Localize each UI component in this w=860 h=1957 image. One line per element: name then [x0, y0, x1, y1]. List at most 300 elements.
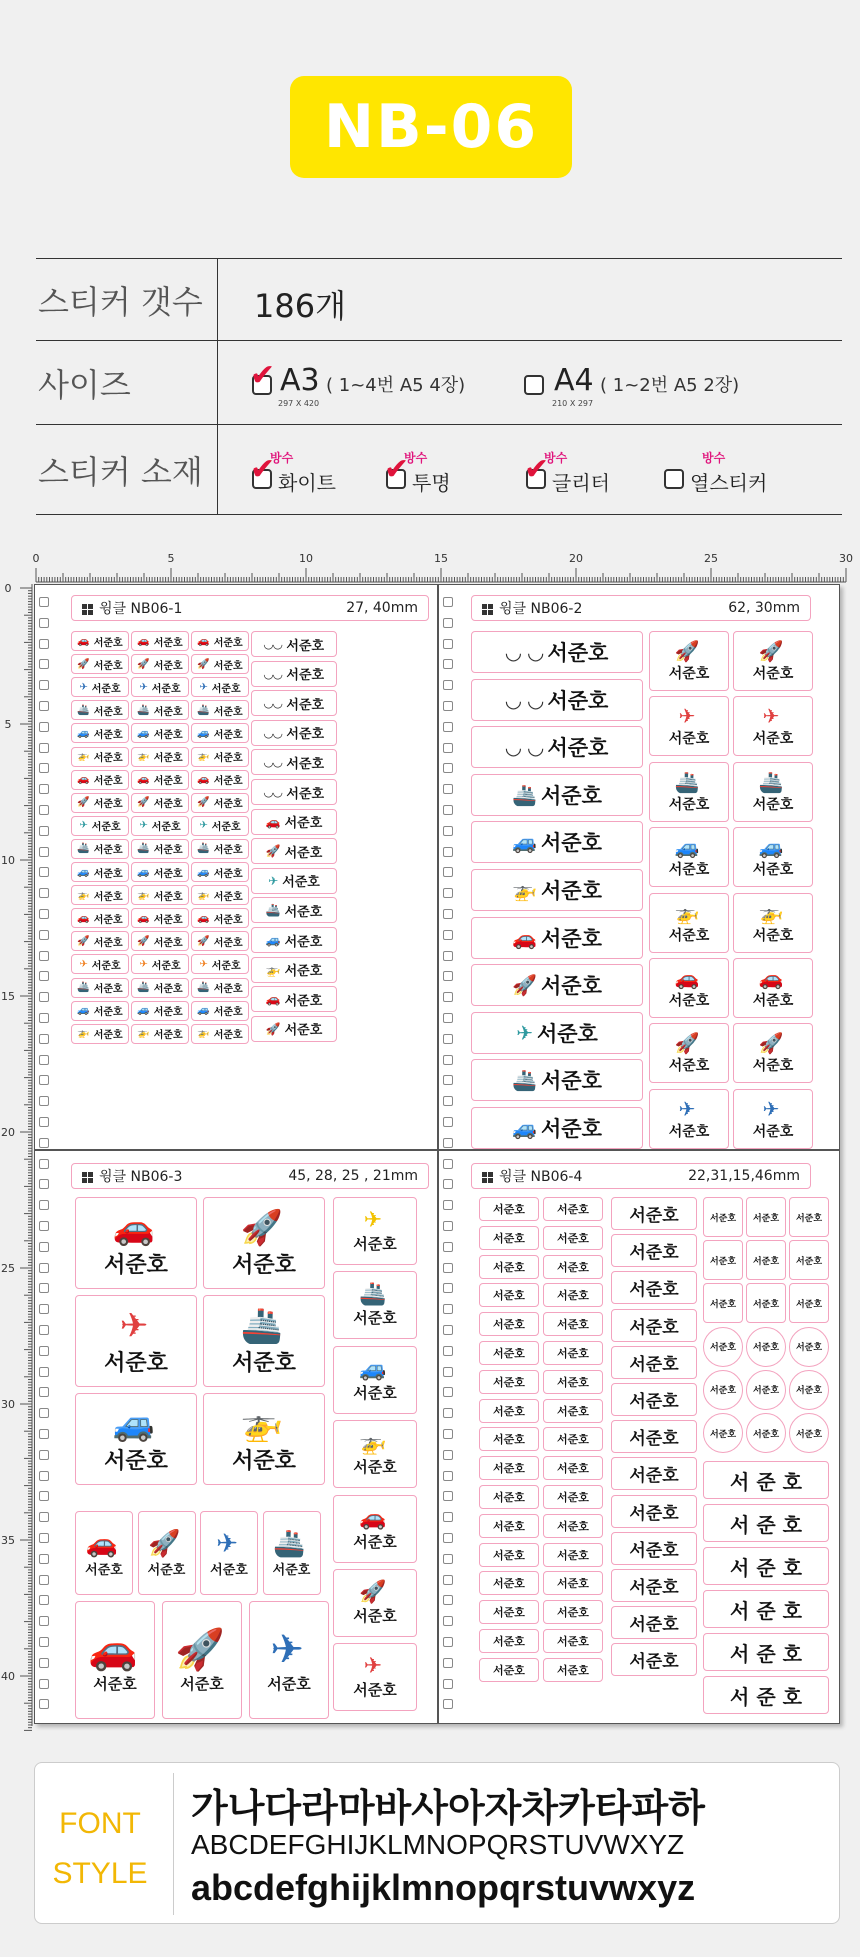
- name-sticker: [131, 978, 189, 998]
- vehicle-icon: 🚁: [197, 889, 210, 901]
- sticker-name-text: 서준호: [493, 1203, 525, 1216]
- waterproof-tag: 방수: [270, 451, 294, 465]
- sticker-name-text: 서준호: [668, 1058, 710, 1075]
- name-sticker: [543, 1283, 603, 1307]
- name-sticker: [75, 1197, 197, 1289]
- name-sticker: [333, 1569, 417, 1637]
- name-sticker: [131, 654, 189, 674]
- vehicle-icon: 🚗: [88, 1627, 138, 1673]
- vehicle-icon: 🚗: [197, 912, 210, 924]
- punch-hole: [39, 1512, 49, 1522]
- sticker-name-text: 서 준 호: [730, 1684, 802, 1709]
- punch-hole: [39, 1221, 49, 1231]
- punch-hole: [39, 1013, 49, 1023]
- name-sticker: [479, 1485, 539, 1509]
- sheet-size-2: 62, 30mm: [728, 600, 800, 616]
- vehicle-icon: 🚀: [265, 844, 281, 859]
- name-sticker: [479, 1514, 539, 1538]
- sticker-name-text: 서준호: [752, 731, 794, 748]
- sticker-name-text: 서준호: [752, 1429, 780, 1440]
- size-a3-dimension: 297 X 420: [278, 399, 320, 408]
- sticker-name-text: 서준호: [541, 783, 602, 808]
- sticker-name-text: 서준호: [536, 1021, 598, 1046]
- material-label: 스티커 소재: [36, 425, 218, 514]
- sticker-name-text: 서준호: [93, 845, 123, 857]
- name-sticker: [746, 1413, 786, 1453]
- vehicle-icon: ✈: [762, 704, 780, 729]
- name-sticker: [649, 696, 729, 756]
- sticker-name-text: 서준호: [557, 1663, 589, 1677]
- sticker-name-text: 서준호: [795, 1213, 823, 1224]
- vehicle-icon: 🚢: [137, 843, 150, 855]
- ruler-top-tick: 15: [434, 552, 448, 565]
- sticker-name-text: 서준호: [709, 1213, 737, 1224]
- sticker-name-text: 서준호: [93, 776, 123, 788]
- ruler-left-tick: 40: [1, 1670, 15, 1683]
- sticker-name-text: 서준호: [211, 960, 241, 972]
- name-sticker: [649, 958, 729, 1018]
- name-sticker: [131, 677, 189, 697]
- name-sticker: [191, 793, 249, 813]
- vehicle-icon: 🚙: [758, 835, 784, 860]
- sheet-header-3: [71, 1163, 429, 1189]
- sticker-name-text: 서준호: [557, 1260, 589, 1274]
- sticker-name-text: 서준호: [153, 637, 183, 649]
- sticker-name-text: 서준호: [629, 1578, 679, 1598]
- sticker-name-text: 서준호: [709, 1256, 737, 1267]
- sticker-name-text: 서준호: [795, 1343, 823, 1354]
- name-sticker: [131, 862, 189, 882]
- vehicle-icon: 🚢: [758, 769, 784, 794]
- sticker-name-text: 서준호: [629, 1392, 679, 1412]
- name-sticker: [611, 1271, 697, 1304]
- punch-hole: [39, 805, 49, 815]
- name-sticker: [191, 908, 249, 928]
- vehicle-icon: 🚀: [197, 797, 210, 809]
- vehicle-icon: 🚀: [197, 658, 210, 670]
- name-sticker: [543, 1514, 603, 1538]
- sticker-name-text: 서준호: [286, 727, 325, 743]
- sticker-name-text: 서준호: [493, 1318, 525, 1332]
- punch-hole: [443, 763, 453, 773]
- punch-hole: [39, 618, 49, 628]
- punch-hole: [39, 597, 49, 607]
- vehicle-icon: 🚗: [359, 1505, 387, 1531]
- vehicle-icon: 🚁: [758, 900, 784, 925]
- vehicle-icon: 🚁: [240, 1403, 284, 1444]
- punch-hole: [39, 639, 49, 649]
- vehicle-icon: ◡ ◡: [505, 687, 544, 712]
- vehicle-icon: ◡ ◡: [505, 640, 544, 664]
- name-sticker: [191, 654, 249, 674]
- vehicle-icon: 🚙: [77, 1005, 90, 1017]
- sticker-name-text: 서준호: [541, 1069, 602, 1094]
- vehicle-icon: 🚢: [197, 704, 210, 716]
- sticker-name-text: 서준호: [93, 799, 123, 811]
- vehicle-icon: ✈: [139, 820, 148, 832]
- sticker-name-text: 서준호: [493, 1663, 525, 1677]
- name-sticker: [703, 1461, 829, 1499]
- ruler-top-tick: 5: [167, 552, 175, 565]
- sticker-name-text: 서준호: [752, 796, 794, 813]
- sticker-name-text: 서준호: [213, 891, 243, 903]
- punch-hole: [39, 1387, 49, 1397]
- name-sticker: [479, 1456, 539, 1480]
- sticker-name-text: 서준호: [752, 1058, 794, 1075]
- name-sticker: [251, 927, 337, 953]
- name-sticker: [191, 885, 249, 905]
- name-sticker: [191, 700, 249, 720]
- sticker-name-text: 서준호: [93, 637, 123, 649]
- name-sticker: [191, 1024, 249, 1044]
- name-sticker: [611, 1346, 697, 1379]
- name-sticker: [543, 1312, 603, 1336]
- name-sticker: [71, 770, 129, 790]
- check-mark-icon: ✔: [384, 452, 410, 487]
- punch-hole: [39, 1159, 49, 1169]
- vehicle-icon: 🚁: [137, 751, 150, 762]
- sticker-name-text: 서준호: [272, 1562, 311, 1578]
- sticker-name-text: 서준호: [557, 1635, 589, 1648]
- punch-hole: [443, 1595, 453, 1605]
- sticker-name-text: 서준호: [153, 799, 183, 811]
- name-sticker: [333, 1346, 417, 1414]
- vehicle-icon: 🚗: [758, 966, 784, 990]
- vehicle-icon: ◡◡: [263, 666, 283, 681]
- size-a4-note: ( 1~2번 A5 2장): [600, 375, 740, 396]
- punch-hole: [443, 1533, 453, 1543]
- vehicle-icon: 🚗: [197, 635, 210, 647]
- sticker-name-text: 서준호: [629, 1615, 679, 1636]
- punch-hole: [443, 743, 453, 753]
- vehicle-icon: 🚗: [512, 925, 538, 950]
- sticker-name-text: 서준호: [493, 1548, 525, 1562]
- punch-hole: [443, 1221, 453, 1231]
- name-sticker: [71, 631, 129, 651]
- vehicle-icon: 🚢: [512, 782, 538, 807]
- punch-hole: [443, 1013, 453, 1023]
- sticker-name-text: 서준호: [557, 1203, 589, 1216]
- sheet-size-3: 45, 28, 25 , 21mm: [288, 1168, 418, 1184]
- name-sticker: [649, 631, 729, 691]
- sticker-name-text: 서준호: [557, 1577, 589, 1591]
- name-sticker: [251, 779, 337, 805]
- sticker-name-text: 서준호: [541, 879, 602, 903]
- name-sticker: [191, 723, 249, 743]
- punch-hole: [443, 1325, 453, 1335]
- punch-hole: [39, 992, 49, 1002]
- vehicle-icon: 🚢: [240, 1305, 284, 1346]
- vehicle-icon: ◡◡: [263, 785, 283, 799]
- sticker-name-text: 서준호: [353, 1532, 397, 1551]
- sticker-name-text: 서준호: [153, 776, 183, 788]
- sticker-name-text: 서준호: [629, 1354, 679, 1375]
- name-sticker: [71, 1001, 129, 1021]
- name-sticker: [251, 690, 337, 716]
- punch-hole: [443, 1408, 453, 1418]
- vehicle-icon: 🚙: [197, 727, 210, 739]
- vehicle-icon: 🚗: [137, 635, 150, 647]
- name-sticker: [611, 1495, 697, 1528]
- sticker-name-text: 서준호: [284, 845, 323, 861]
- vehicle-icon: 🚙: [197, 866, 210, 878]
- punch-hole: [443, 1283, 453, 1293]
- vehicle-icon: 🚗: [112, 1207, 156, 1248]
- name-sticker: [746, 1240, 786, 1280]
- sticker-name-text: 서준호: [153, 868, 183, 880]
- vehicle-icon: 🚁: [197, 751, 210, 762]
- name-sticker: [649, 893, 729, 953]
- name-sticker: [703, 1633, 829, 1671]
- size-a3-note: ( 1~4번 A5 4장): [326, 375, 466, 396]
- name-sticker: [733, 958, 813, 1018]
- punch-hole: [39, 784, 49, 794]
- spec-row-size: [36, 341, 842, 425]
- sticker-name-text: 서준호: [232, 1252, 296, 1278]
- name-sticker: [333, 1420, 417, 1488]
- punch-hole: [39, 1450, 49, 1460]
- sticker-name-text: 서준호: [493, 1404, 525, 1418]
- sticker-name-text: 서준호: [213, 637, 243, 649]
- sheet-title-3: 윙클 NB06-3: [99, 1169, 183, 1185]
- name-sticker: [191, 677, 249, 697]
- name-sticker: [746, 1283, 786, 1323]
- punch-hole: [443, 639, 453, 649]
- name-sticker: [543, 1341, 603, 1365]
- ruler-left-tick: 25: [1, 1262, 15, 1275]
- name-sticker: [71, 908, 129, 928]
- vehicle-icon: 🚁: [137, 1028, 150, 1040]
- vehicle-icon: ✈: [79, 820, 88, 832]
- name-sticker: [471, 774, 643, 816]
- sticker-name-text: 서준호: [213, 1030, 243, 1042]
- sticker-name-text: 서준호: [93, 868, 123, 880]
- sticker-name-text: 서준호: [668, 862, 710, 879]
- name-sticker: [71, 747, 129, 767]
- punch-hole: [443, 1512, 453, 1522]
- vehicle-icon: 🚀: [77, 935, 90, 947]
- sticker-name-text: 서준호: [668, 666, 710, 682]
- sticker-name-text: 서준호: [104, 1350, 168, 1376]
- name-sticker: [203, 1295, 325, 1387]
- punch-hole: [443, 722, 453, 732]
- sticker-name-text: 서준호: [151, 822, 181, 834]
- sticker-name-text: 서준호: [153, 891, 183, 903]
- sticker-name-text: 서준호: [557, 1606, 589, 1620]
- name-sticker: [789, 1197, 829, 1237]
- sticker-name-text: 서준호: [557, 1375, 589, 1389]
- name-sticker: [471, 869, 643, 911]
- sticker-name-text: 서준호: [752, 1123, 794, 1140]
- punch-hole: [39, 1325, 49, 1335]
- sticker-name-text: 서준호: [557, 1318, 589, 1332]
- sheet-size-4: 22,31,15,46mm: [688, 1168, 800, 1184]
- punch-hole: [443, 784, 453, 794]
- sticker-name-text: 서준호: [752, 666, 794, 682]
- vehicle-icon: 🚁: [77, 1028, 90, 1040]
- sticker-name-text: 서준호: [709, 1386, 737, 1397]
- sheet-title-2: 윙클 NB06-2: [499, 601, 583, 617]
- name-sticker: [200, 1511, 258, 1595]
- name-sticker: [71, 1024, 129, 1044]
- punch-hole: [443, 1450, 453, 1460]
- sticker-name-text: 서준호: [353, 1681, 397, 1700]
- waterproof-tag: 방수: [544, 451, 568, 465]
- ruler-left-tick: 0: [4, 582, 12, 595]
- name-sticker: [251, 809, 337, 835]
- sticker-name-text: 서준호: [353, 1383, 397, 1402]
- grid-icon: [482, 1172, 493, 1183]
- name-sticker: [543, 1658, 603, 1682]
- name-sticker: [191, 770, 249, 790]
- vehicle-icon: ✈: [363, 1208, 383, 1233]
- punch-hole: [443, 1616, 453, 1626]
- sticker-name-text: 서준호: [93, 891, 123, 903]
- sticker-name-text: 서준호: [284, 904, 323, 920]
- waterproof-tag: 방수: [404, 451, 428, 465]
- name-sticker: [543, 1600, 603, 1624]
- sticker-name-text: 서준호: [493, 1260, 525, 1274]
- name-sticker: [131, 816, 189, 836]
- sticker-name-text: 서준호: [557, 1519, 589, 1533]
- name-sticker: [543, 1571, 603, 1595]
- ruler-left: [0, 576, 34, 1736]
- name-sticker: [703, 1197, 743, 1237]
- name-sticker: [131, 1001, 189, 1021]
- punch-hole: [39, 1117, 49, 1127]
- sticker-name-text: 서준호: [557, 1433, 589, 1447]
- sticker-name-text: 서준호: [153, 1007, 183, 1019]
- name-sticker: [479, 1283, 539, 1307]
- vehicle-icon: 🚙: [137, 1005, 150, 1017]
- sticker-name-text: 서준호: [629, 1206, 679, 1226]
- vehicle-icon: 🚙: [265, 933, 281, 947]
- name-sticker: [333, 1495, 417, 1563]
- punch-hole: [39, 847, 49, 857]
- name-sticker: [479, 1427, 539, 1451]
- name-sticker: [703, 1283, 743, 1323]
- name-sticker: [471, 917, 643, 959]
- grid-icon: [82, 1172, 93, 1183]
- punch-hole: [39, 1575, 49, 1585]
- sticker-name-text: 서 준 호: [730, 1598, 802, 1623]
- sticker-name-text: 서준호: [493, 1606, 525, 1620]
- name-sticker: [649, 827, 729, 887]
- name-sticker: [703, 1504, 829, 1542]
- vehicle-icon: 🚗: [674, 966, 700, 990]
- ruler-left-tick: 10: [1, 854, 15, 867]
- sticker-name-text: 서준호: [752, 1256, 780, 1267]
- name-sticker: [543, 1629, 603, 1653]
- name-sticker: [131, 631, 189, 651]
- sticker-name-text: 서준호: [547, 641, 609, 665]
- punch-hole: [443, 1159, 453, 1169]
- name-sticker: [191, 862, 249, 882]
- sticker-name-text: 서준호: [286, 756, 325, 772]
- sticker-name-text: 서준호: [85, 1562, 123, 1578]
- name-sticker: [479, 1226, 539, 1250]
- sheet-title-4: 윙클 NB06-4: [499, 1169, 583, 1185]
- vehicle-icon: 🚀: [77, 658, 90, 670]
- name-sticker: [543, 1543, 603, 1567]
- sticker-name-text: 서준호: [557, 1491, 589, 1504]
- sticker-name-text: 서준호: [91, 960, 121, 972]
- name-sticker: [203, 1197, 325, 1289]
- vehicle-icon: 🚙: [512, 1116, 538, 1140]
- name-sticker: [543, 1255, 603, 1279]
- punch-hole: [39, 909, 49, 919]
- punch-hole: [443, 1658, 453, 1668]
- punch-hole: [443, 1554, 453, 1564]
- name-sticker: [131, 885, 189, 905]
- name-sticker: [479, 1600, 539, 1624]
- punch-hole: [39, 1179, 49, 1189]
- sticker-name-text: 서준호: [557, 1462, 589, 1476]
- vehicle-icon: 🚀: [674, 639, 700, 663]
- punch-hole: [443, 1138, 453, 1148]
- product-code: NB-06: [323, 92, 539, 162]
- sticker-name-text: 서준호: [213, 1007, 243, 1019]
- name-sticker: [543, 1399, 603, 1423]
- name-sticker: [251, 1016, 337, 1042]
- name-sticker: [479, 1399, 539, 1423]
- punch-hole: [39, 1304, 49, 1314]
- punch-hole: [443, 1034, 453, 1044]
- punch-hole: [39, 1367, 49, 1377]
- material-heat-checkbox[interactable]: [664, 469, 684, 489]
- sticker-name-text: 서준호: [153, 1030, 183, 1042]
- punch-hole: [39, 1491, 49, 1501]
- name-sticker: [471, 726, 643, 768]
- punch-hole: [443, 1304, 453, 1314]
- name-sticker: [611, 1569, 697, 1602]
- name-sticker: [611, 1532, 697, 1565]
- name-sticker: [703, 1590, 829, 1628]
- vehicle-icon: 🚙: [137, 866, 150, 878]
- sticker-name-text: 서준호: [493, 1289, 525, 1303]
- punch-hole: [39, 1616, 49, 1626]
- name-sticker: [333, 1643, 417, 1711]
- sticker-name-text: 서준호: [91, 683, 121, 695]
- sticker-name-text: 서준호: [629, 1243, 679, 1264]
- name-sticker: [471, 679, 643, 721]
- sticker-name-text: 서준호: [752, 1299, 780, 1310]
- size-a4-checkbox[interactable]: [524, 375, 544, 395]
- name-sticker: [703, 1327, 743, 1367]
- vehicle-icon: 🚙: [674, 835, 700, 860]
- sticker-name-text: 서준호: [213, 660, 243, 672]
- sticker-name-text: 서준호: [493, 1519, 525, 1533]
- vehicle-icon: ✈: [270, 1626, 304, 1673]
- name-sticker: [611, 1420, 697, 1453]
- vehicle-icon: 🚁: [265, 962, 281, 977]
- vehicle-icon: 🚀: [148, 1528, 181, 1559]
- punch-hole: [39, 1055, 49, 1065]
- vehicle-icon: 🚀: [137, 797, 150, 809]
- material-heat-label: 열스티커: [690, 471, 768, 495]
- name-sticker: [75, 1393, 197, 1485]
- spec-table: [36, 258, 842, 515]
- vehicle-icon: 🚢: [197, 982, 210, 993]
- vehicle-icon: ✈: [199, 681, 208, 693]
- sticker-name-text: 서준호: [210, 1562, 248, 1578]
- name-sticker: [479, 1543, 539, 1567]
- name-sticker: [162, 1601, 242, 1719]
- sticker-name-text: 서준호: [709, 1429, 737, 1440]
- vehicle-icon: 🚀: [512, 973, 538, 998]
- sticker-name-text: 서준호: [93, 753, 123, 764]
- font-style-box: [34, 1762, 840, 1924]
